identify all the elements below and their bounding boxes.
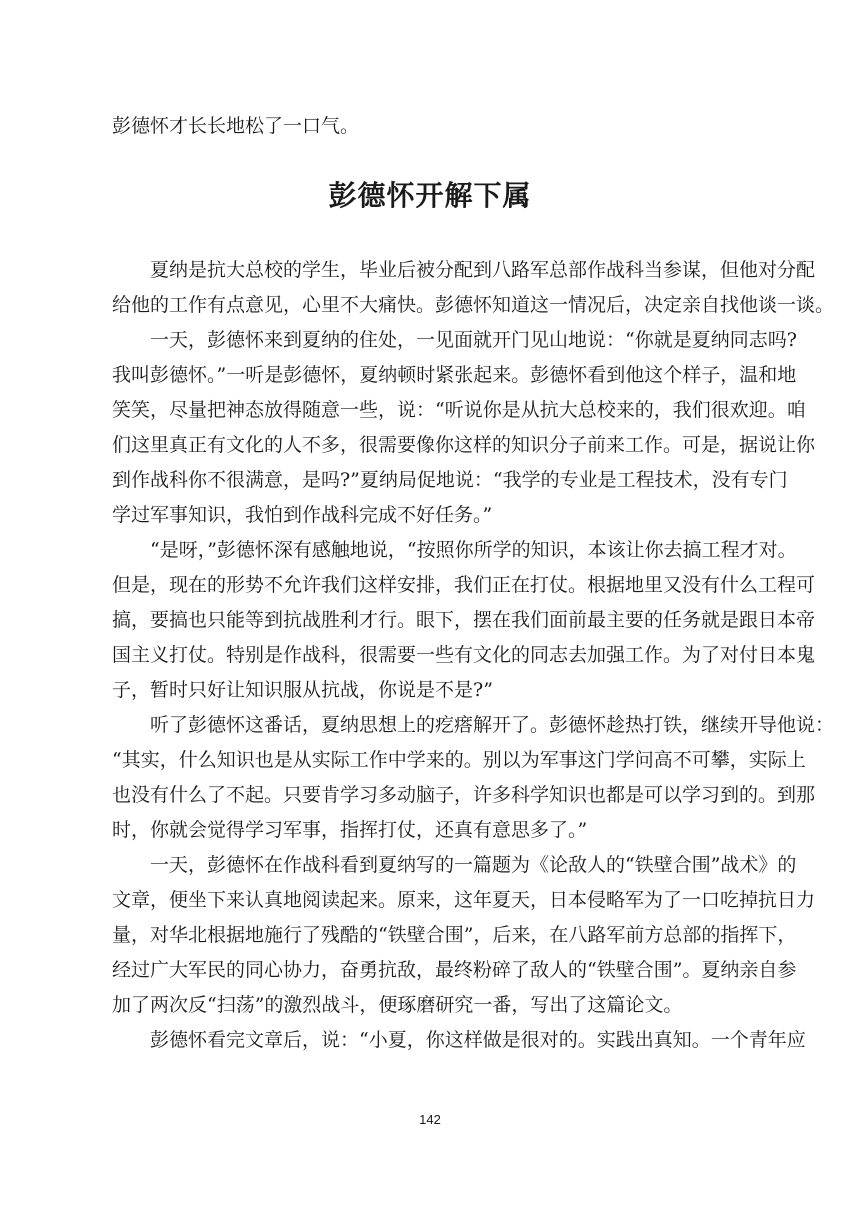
paragraph-line: 一天，彭德怀来到夏纳的住处，一见面就开门见山地说：“你就是夏纳同志吗? <box>150 329 797 351</box>
paragraph-line: 到作战科你不很满意，是吗?”夏纳局促地说：“我学的专业是工程技术，没有专门 <box>112 469 788 491</box>
paragraph-line: “是呀，”彭德怀深有感触地说，“按照你所学的知识，本该让你去搞工程才对。 <box>150 539 797 561</box>
paragraph-line: 笑笑，尽量把神态放得随意一些，说：“听说你是从抗大总校来的，我们很欢迎。咱 <box>112 399 806 421</box>
paragraph-line: 听了彭德怀这番话，夏纳思想上的疙瘩解开了。彭德怀趁热打铁，继续开导他说： <box>150 714 835 736</box>
paragraph-line: 给他的工作有点意见，心里不大痛快。彭德怀知道这一情况后，决定亲自找他谈一谈。 <box>112 294 835 316</box>
paragraph-line: 学过军事知识，我怕到作战科完成不好任务。” <box>112 504 493 526</box>
paragraph-line: 也没有什么了不起。只要肯学习多动脑子，许多科学知识也都是可以学习到的。到那 <box>112 784 816 806</box>
paragraph-line: 国主义打仗。特别是作战科，很需要一些有文化的同志去加强工作。为了对付日本鬼 <box>112 644 816 666</box>
paragraph-line: “其实，什么知识也是从实际工作中学来的。别以为军事这门学问高不可攀，实际上 <box>112 749 806 771</box>
paragraph-line: 彭德怀看完文章后，说：“小夏，你这样做是很对的。实践出真知。一个青年应 <box>150 1029 806 1051</box>
paragraph-line: 时，你就会觉得学习军事，指挥打仗，还真有意思多了。” <box>112 819 588 841</box>
section-title: 彭德怀开解下属 <box>328 179 532 212</box>
paragraph-line: 经过广大军民的同心协力，奋勇抗敌，最终粉碎了敌人的“铁壁合围”。夏纳亲自参 <box>112 959 797 981</box>
paragraph-line: 搞，要搞也只能等到抗战胜利才行。眼下，摆在我们面前最主要的任务就是跟日本帝 <box>112 609 816 631</box>
paragraph-line: 一天，彭德怀在作战科看到夏纳写的一篇题为《论敌人的“铁壁合围”战术》的 <box>150 854 797 876</box>
paragraph-line: 子，暂时只好让知识服从抗战，你说是不是?” <box>112 679 493 701</box>
intro-line: 彭德怀才长长地松了一口气。 <box>112 115 360 137</box>
paragraph-line: 加了两次反“扫荡”的激烈战斗，便琢磨研究一番，写出了这篇论文。 <box>112 994 683 1016</box>
page-number: 142 <box>419 1112 441 1127</box>
paragraph-line: 我叫彭德怀。”一听是彭德怀，夏纳顿时紧张起来。彭德怀看到他这个样子，温和地 <box>112 364 797 386</box>
paragraph-line: 夏纳是抗大总校的学生，毕业后被分配到八路军总部作战科当参谋，但他对分配 <box>150 259 816 281</box>
paragraph-line: 们这里真正有文化的人不多，很需要像你这样的知识分子前来工作。可是，据说让你 <box>112 434 816 456</box>
paragraph-line: 文章，便坐下来认真地阅读起来。原来，这年夏天，日本侵略军为了一口吃掉抗日力 <box>112 889 816 911</box>
paragraph-line: 但是，现在的形势不允许我们这样安排，我们正在打仗。根据地里又没有什么工程可 <box>112 574 816 596</box>
paragraph-line: 量，对华北根据地施行了残酷的“铁壁合围”，后来，在八路军前方总部的指挥下， <box>112 924 797 946</box>
